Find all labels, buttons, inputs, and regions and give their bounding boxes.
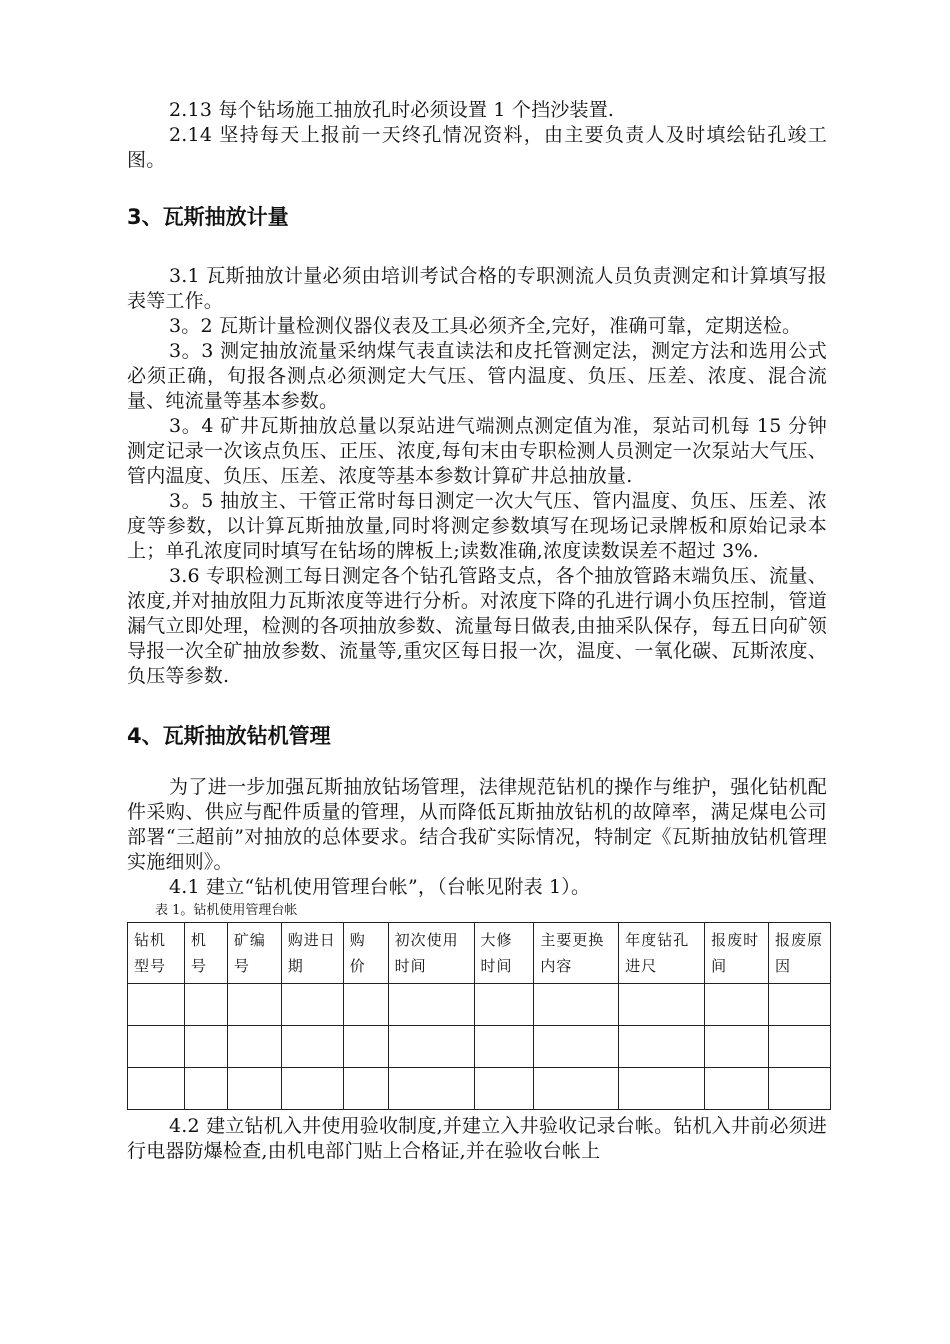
table-header-row <box>128 923 831 984</box>
table-cell <box>388 1068 474 1110</box>
header-replacement: 主要更换内容 <box>534 923 619 984</box>
table-cell <box>128 1026 185 1068</box>
section-4-heading: 4、瓦斯抽放钻机管理 <box>127 724 331 748</box>
section-3-heading: 3、瓦斯抽放计量 <box>127 205 289 229</box>
paragraph-2-14: 2.14 坚持每天上报前一天终孔情况资料，由主要负责人及时填绘钻孔竣工图。 <box>127 124 827 171</box>
table-cell <box>619 1068 705 1110</box>
paragraph-3-1: 3.1 瓦斯抽放计量必须由培训考试合格的专职测流人员负责测定和计算填写报表等工作。 <box>127 265 827 312</box>
paragraph-4-2: 4.2 建立钻机入井使用验收制度,并建立入井验收记录台帐。钻机入井前必须进行电器防爆检查,由机电部门贴上合格证,并在验收台帐上 <box>127 1115 827 1162</box>
paragraph-4-intro: 为了进一步加强瓦斯抽放钻场管理，法律规范钻机的操作与维护，强化钻机配件采购、供应与配件质量的管理，从而降低瓦斯抽放钻机的故障率，满足煤电公司部署“三超前”对抽放的总体要求。结合我矿实际情况，特制定《瓦斯抽放钻机管理实施细则》。 <box>127 776 827 873</box>
table-cell <box>474 1026 534 1068</box>
header-drill-model: 钻机型号 <box>128 923 185 984</box>
table-cell <box>619 1026 705 1068</box>
table-cell <box>769 1068 831 1110</box>
document-page <box>127 98 827 1164</box>
header-machine-no: 机号 <box>184 923 227 984</box>
paragraph-3-5: 3。5 抽放主、干管正常时每日测定一次大气压、管内温度、负压、压差、浓度等参数，以计算瓦斯抽放量,同时将测定参数填写在现场记录牌板和原始记录本上；单孔浓度同时填写在钻场的牌板上;读数准确,浓度读数误差不超过 3%. <box>127 490 827 562</box>
table-cell <box>705 1026 769 1068</box>
paragraph-4-1: 4.1 建立“钻机使用管理台帐”，（台帐见附表 1）。 <box>169 876 591 898</box>
paragraph-3-2: 3。2 瓦斯计量检测仪器仪表及工具必须齐全,完好，准确可靠，定期送检。 <box>169 315 802 337</box>
table-cell <box>184 1026 227 1068</box>
table-cell <box>388 984 474 1026</box>
table-cell <box>128 984 185 1026</box>
table-cell <box>705 984 769 1026</box>
table-cell <box>474 1068 534 1110</box>
header-scrap-time: 报废时间 <box>705 923 769 984</box>
drill-ledger-table <box>127 922 831 1110</box>
paragraph-3-6: 3.6 专职检测工每日测定各个钻孔管路支点，各个抽放管路末端负压、流量、浓度,并对抽放阻力瓦斯浓度等进行分析。对浓度下降的孔进行调小负压控制，管道漏气立即处理，检测的各项抽放参数、流量每日做表,由抽采队保存，每五日向矿领导报一次全矿抽放参数、流量等,重灾区每日报一次，温度、一氧化碳、瓦斯浓度、负压等参数. <box>127 565 827 687</box>
table-cell <box>769 1026 831 1068</box>
table-cell <box>227 984 281 1026</box>
header-price: 购价 <box>343 923 388 984</box>
header-scrap-reason: 报废原因 <box>769 923 831 984</box>
table-cell <box>281 1026 343 1068</box>
table-cell <box>343 1026 388 1068</box>
paragraph-3-3: 3。3 测定抽放流量采纳煤气表直读法和皮托管测定法，测定方法和选用公式必须正确，旬报各测点必须测定大气压、管内温度、负压、压差、浓度、混合流量、纯流量等基本参数。 <box>127 340 827 412</box>
table-cell <box>343 984 388 1026</box>
table-cell <box>343 1068 388 1110</box>
table-cell <box>705 1068 769 1110</box>
table-cell <box>184 1068 227 1110</box>
table-cell <box>388 1026 474 1068</box>
table-row <box>128 1068 831 1110</box>
paragraph-2-13: 2.13 每个钻场施工抽放孔时必须设置 1 个挡沙装置. <box>169 99 615 121</box>
table-cell <box>769 984 831 1026</box>
table-cell <box>474 984 534 1026</box>
table-cell <box>281 1068 343 1110</box>
table-cell <box>184 984 227 1026</box>
table-row <box>128 984 831 1026</box>
table-cell <box>227 1068 281 1110</box>
table-cell <box>128 1068 185 1110</box>
header-annual-footage: 年度钻孔进尺 <box>619 923 705 984</box>
table-row <box>128 1026 831 1068</box>
table-cell <box>281 984 343 1026</box>
table-cell <box>534 1068 619 1110</box>
paragraph-3-4: 3。4 矿井瓦斯抽放总量以泵站进气端测点测定值为准，泵站司机每 15 分钟测定记录一次该点负压、正压、浓度,每旬末由专职检测人员测定一次泵站大气压、管内温度、负压、压差、浓度等基本参数计算矿井总抽放量. <box>127 415 827 487</box>
table-cell <box>534 1026 619 1068</box>
header-mine-no: 矿编号 <box>227 923 281 984</box>
table-cell <box>619 984 705 1026</box>
header-overhaul: 大修时间 <box>474 923 534 984</box>
table-caption: 表 1。钻机使用管理台帐 <box>155 903 298 918</box>
header-first-use: 初次使用时间 <box>388 923 474 984</box>
header-purchase-date: 购进日期 <box>281 923 343 984</box>
table-cell <box>227 1026 281 1068</box>
table-cell <box>534 984 619 1026</box>
